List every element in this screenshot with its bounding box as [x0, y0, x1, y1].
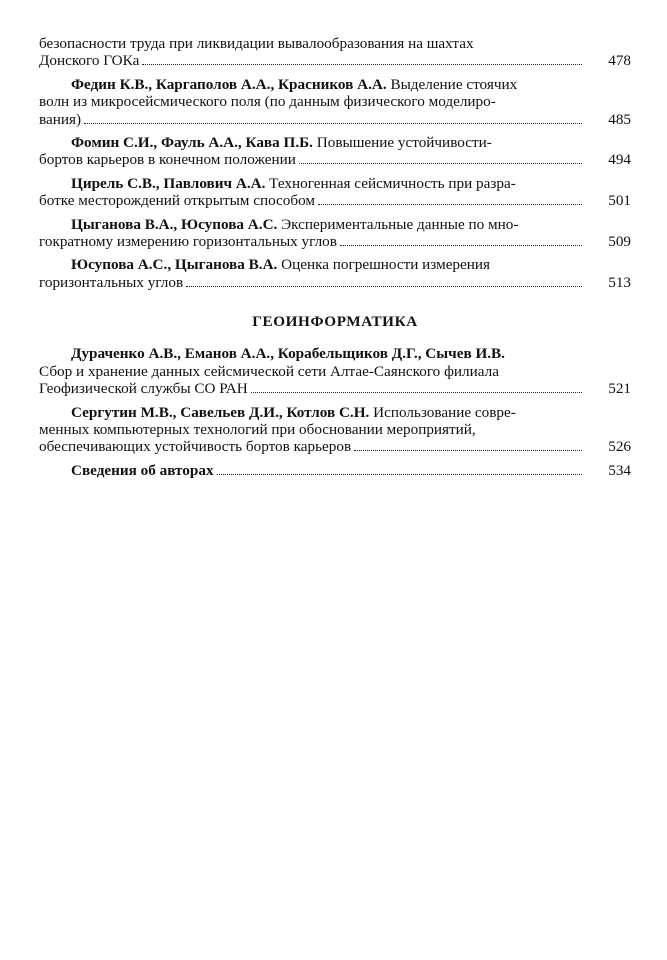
dot-leader: [84, 123, 582, 124]
page-number: 521: [608, 380, 631, 398]
page-number: 485: [608, 110, 631, 128]
entry-line: безопасности труда при ликвидации вывалообразования на шахтах: [39, 35, 474, 52]
entry-line: бортов карьеров в конечном положении: [39, 151, 296, 169]
entry-authors: Цыганова В.А., Юсупова А.С.: [71, 215, 278, 233]
toc-entry: [39, 175, 631, 210]
dot-leader: [251, 392, 582, 393]
entry-line: Сбор и хранение данных сейсмической сети Алтае-Саянского филиала: [39, 362, 499, 380]
dot-leader: [340, 245, 582, 246]
about-authors-label: Сведения об авторах: [71, 461, 214, 479]
entry-authors: Юсупова А.С., Цыганова В.А.: [71, 256, 278, 274]
entry-title: Техногенная сейсмичность при разра-: [269, 174, 516, 192]
toc-entry: [39, 76, 631, 128]
toc-entry-about-authors: [39, 462, 631, 479]
entry-line: горизонтальных углов: [39, 273, 184, 291]
toc-entry: [39, 216, 631, 251]
entry-title: Использование совре-: [373, 403, 516, 421]
entry-line: ботке месторождений открытым способом: [39, 192, 316, 210]
entry-title: Повышение устойчивости-: [316, 134, 492, 152]
dot-leader: [318, 204, 582, 205]
page-number: 513: [608, 273, 631, 291]
toc-entry: [39, 35, 631, 70]
entry-title: Выделение стоячих: [390, 75, 518, 93]
toc-entry: [39, 345, 631, 397]
dot-leader: [217, 474, 582, 475]
dot-leader: [142, 64, 582, 65]
dot-leader: [299, 163, 582, 164]
entry-line: волн из микросейсмического поля (по данным физического моделиро-: [39, 93, 496, 111]
entry-authors: Сергутин М.В., Савельев Д.И., Котлов С.Н.: [71, 403, 370, 421]
entry-title: Оценка погрешности измерения: [281, 256, 491, 274]
dot-leader: [354, 450, 582, 451]
entry-line: вания): [39, 110, 82, 128]
toc-entry: [39, 256, 631, 291]
page-number: 526: [608, 438, 631, 456]
page-number: 534: [608, 461, 631, 479]
table-of-contents: [39, 35, 631, 485]
page-number: 478: [608, 52, 631, 70]
entry-authors: Цирель С.В., Павлович А.А.: [71, 174, 266, 192]
entry-line: обеспечивающих устойчивость бортов карьеров: [39, 438, 352, 456]
entry-line: менных компьютерных технологий при обосновании мероприятий,: [39, 420, 476, 438]
dot-leader: [186, 286, 582, 287]
entry-line: Геофизической службы СО РАН: [39, 380, 248, 398]
page-number: 501: [608, 192, 631, 210]
entry-authors: Фомин С.И., Фауль А.А., Кава П.Б.: [71, 134, 313, 152]
entry-line: Донского ГОКа: [39, 52, 140, 70]
page-number: 494: [608, 151, 631, 169]
toc-entry: [39, 134, 631, 169]
entry-authors: Дураченко А.В., Еманов А.А., Корабельщиков Д.Г., Сычев И.В.: [71, 345, 505, 363]
page-number: 509: [608, 233, 631, 251]
entry-authors: Федин К.В., Каргаполов А.А., Красников А.А.: [71, 75, 387, 93]
toc-entry: [39, 404, 631, 456]
entry-title: Экспериментальные данные по мно-: [281, 215, 519, 233]
entry-line: гократному измерению горизонтальных углов: [39, 233, 337, 251]
section-title: ГЕОИНФОРМАТИКА: [252, 313, 418, 331]
